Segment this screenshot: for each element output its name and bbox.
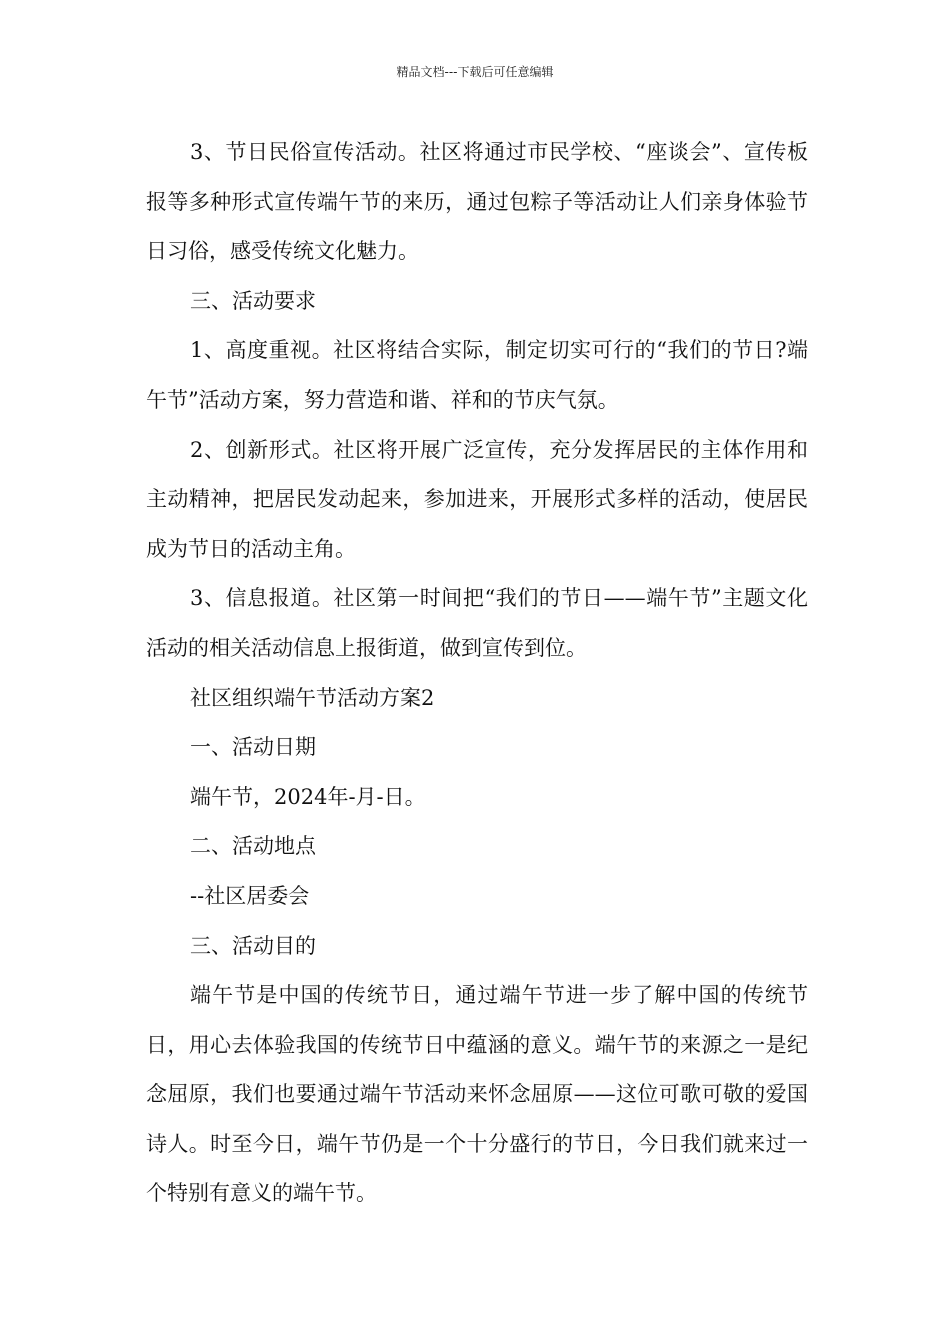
paragraph: 3、节日民俗宣传活动。社区将通过市民学校、“座谈会”、宣传板报等多种形式宣传端午节的来历，通过包粽子等活动让人们亲身体验节日习俗，感受传统文化魅力。 [146,140,808,264]
paragraph: 2、创新形式。社区将开展广泛宣传，充分发挥居民的主体作用和主动精神，把居民发动起来，参加进来，开展形式多样的活动，使居民成为节日的活动主角。 [146,437,808,561]
page-header: 精品文档---下载后可任意编辑 [396,65,554,79]
section-heading: 二、活动地点 [190,834,316,859]
paragraph: 端午节是中国的传统节日，通过端午节进一步了解中国的传统节日，用心去体验我国的传统节日中蕴涵的意义。端午节的来源之一是纪念屈原，我们也要通过端午节活动来怀念屈原——这位可歌可敬的爱国诗人。时至今日，端午节仍是一个十分盛行的节日，今日我们就来过一个特别有意义的端午节。 [146,983,808,1206]
section-heading: 三、活动要求 [190,288,316,313]
section-heading: 一、活动日期 [190,735,316,760]
document-title: 社区组织端午节活动方案2 [190,685,435,710]
paragraph: 1、高度重视。社区将结合实际，制定切实可行的“我们的节日?端午节”活动方案，努力营造和谐、祥和的节庆气氛。 [146,338,808,412]
paragraph: 端午节，2024年-月-日。 [190,784,426,809]
document-body [146,128,808,1219]
section-heading: 三、活动目的 [190,933,316,958]
paragraph: 3、信息报道。社区第一时间把“我们的节日——端午节”主题文化活动的相关活动信息上报街道，做到宣传到位。 [146,586,808,660]
paragraph: --社区居委会 [190,883,310,908]
